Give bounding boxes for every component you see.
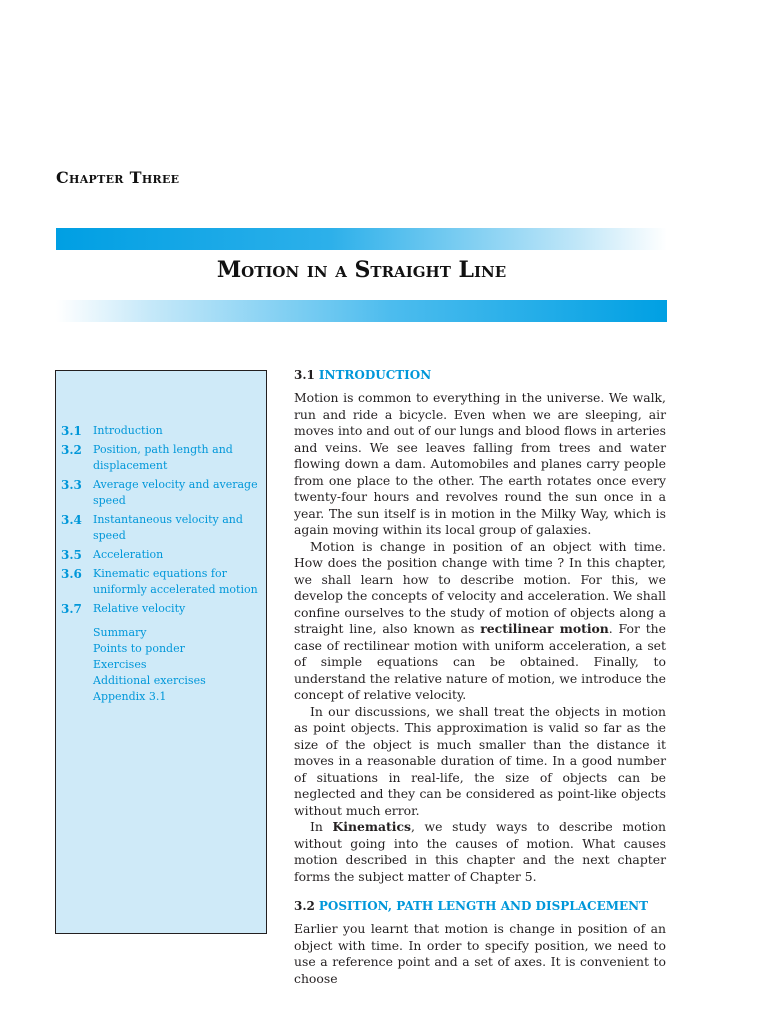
bold-term: Kinematics [332,819,411,834]
toc-number: 3.3 [61,478,82,492]
chapter-contents-box [55,370,267,934]
toc-text: Exercises [93,658,147,671]
toc-item[interactable] [61,601,266,617]
toc-extra-list [61,625,266,705]
section-heading [294,366,666,384]
toc-text: Appendix 3.1 [93,690,167,703]
section-number: 3.2 [294,899,315,913]
toc-item[interactable] [61,547,266,563]
paragraph: In our discussions, we shall treat the objects in motion as point objects. This approximation is valid so far as the size of the object is much smaller than the distance it moves in a reasonable duration of time. In a good number of situations in real-life, the size of objects can be neglected and they can be considered as point-like objects without much error. [294,703,666,818]
paragraph: Earlier you learnt that motion is change in position of an object with time. In order to specify position, we need to use a reference point and a set of axes. It is convenient to choose [294,921,666,986]
toc-text: Kinematic equations for uniformly accelerated motion [93,567,258,596]
toc-text: Points to ponder [93,642,185,655]
toc-item[interactable] [61,512,266,544]
title-band-bottom [56,300,667,322]
toc-item[interactable] [61,442,266,474]
toc-text: Position, path length and displacement [93,443,233,472]
toc-number: 3.7 [61,602,82,616]
paragraph: Motion is common to everything in the universe. We walk, run and ride a bicycle. Even when we are sleeping, air moves into and out of our lungs and blood flows in arteries and veins. We see leaves falling from trees and water flowing down a dam. Automobiles and planes carry people from one place to the other. The earth rotates once every twenty-four hours and revolves round the sun once in a year. The sun itself is in motion in the Milky Way, which is again moving within its local group of galaxies. [294,390,666,537]
toc-extra-item[interactable] [61,673,266,689]
chapter-label: Chapter Three [56,168,180,187]
section-title: INTRODUCTION [318,368,432,382]
paragraph: In Kinematics, we study ways to describe motion without going into the causes of motion. What causes motion described in this chapter and the next chapter forms the subject matter of Chapter 5. [294,819,666,884]
toc-number: 3.2 [61,443,82,457]
section-number: 3.1 [294,368,315,382]
toc-extra-item[interactable] [61,625,266,641]
toc-text: Additional exercises [93,674,206,687]
toc-item[interactable] [61,477,266,509]
toc-text: Instantaneous velocity and speed [93,513,243,542]
toc-extra-item[interactable] [61,689,266,705]
toc-text: Average velocity and average speed [93,478,258,507]
toc-list [61,423,266,705]
toc-extra-item[interactable] [61,641,266,657]
toc-text: Introduction [93,424,163,437]
toc-number: 3.1 [61,424,82,438]
section-heading [294,897,666,915]
toc-text: Acceleration [93,548,164,561]
toc-number: 3.6 [61,567,82,581]
bold-term: rectilinear motion [480,621,609,636]
toc-text: Summary [93,626,147,639]
toc-text: Relative velocity [93,602,186,615]
section-title: POSITION, PATH LENGTH AND DISPLACEMENT [318,899,649,913]
toc-item[interactable] [61,423,266,439]
title-band-top [56,228,667,250]
toc-number: 3.4 [61,513,82,527]
toc-extra-item[interactable] [61,657,266,673]
paragraph: Motion is change in position of an object with time. How does the position change with time ? In this chapter, we shall learn how to describe motion. For this, we develop the concepts of velocity and acceleration. We shall confine ourselves to the study of motion of objects along a straight line, also known as rectilinear motion. For the case of rectilinear motion with uniform acceleration, a set of simple equations can be obtained. Finally, to understand the relative nature of motion, we introduce the concept of relative velocity. [294,538,666,702]
main-text [294,366,666,987]
chapter-title: Motion in a Straight Line [216,257,507,283]
toc-item[interactable] [61,566,266,598]
toc-number: 3.5 [61,548,82,562]
